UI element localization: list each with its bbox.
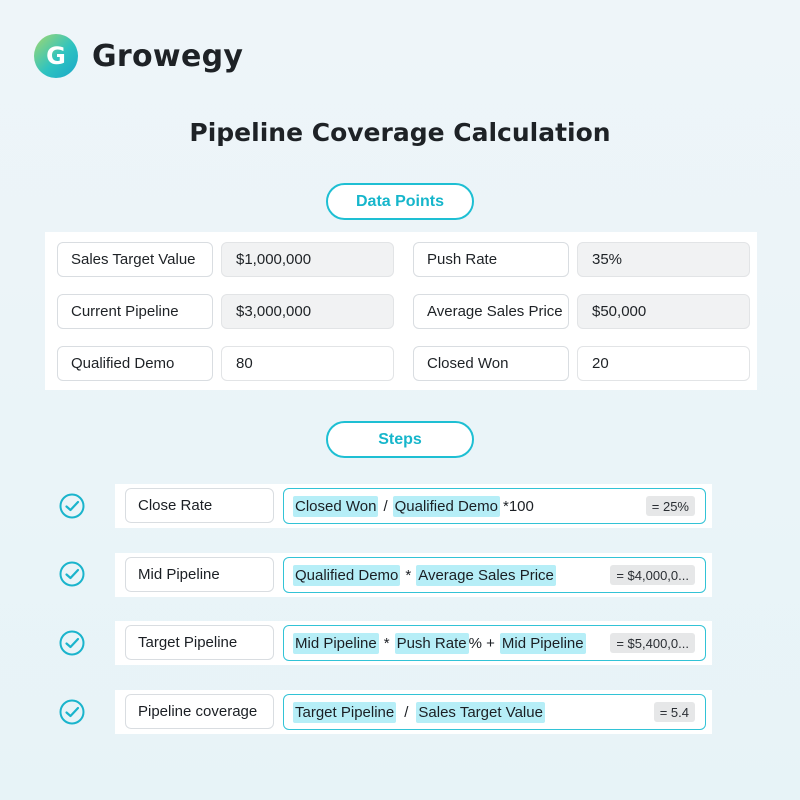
step-label: Target Pipeline — [125, 625, 274, 660]
formula-operator: / — [383, 497, 388, 515]
formula-token[interactable]: Average Sales Price — [418, 566, 554, 584]
step-label: Pipeline coverage — [125, 694, 274, 729]
qualified-demo-field[interactable]: 80 — [221, 346, 394, 381]
qualified-demo-label: Qualified Demo — [57, 346, 213, 381]
formula-operator: / — [404, 703, 409, 721]
sales-target-field[interactable]: $1,000,000 — [221, 242, 394, 277]
formula-result: = 5.4 — [654, 702, 695, 722]
step-label: Mid Pipeline — [125, 557, 274, 592]
step-close-rate — [115, 484, 712, 528]
average-sales-price-label: Average Sales Price — [413, 294, 569, 329]
closed-won-label: Closed Won — [413, 346, 569, 381]
formula-field[interactable] — [283, 488, 706, 524]
formula-field[interactable] — [283, 625, 706, 661]
data-points-panel — [45, 232, 757, 390]
average-sales-price-field[interactable]: $50,000 — [577, 294, 750, 329]
step-target-pipeline — [115, 621, 712, 665]
formula-token[interactable]: Sales Target Value — [418, 703, 543, 721]
step-mid-pipeline — [115, 553, 712, 597]
formula-operator: * — [383, 634, 390, 652]
formula-field[interactable] — [283, 557, 706, 593]
closed-won-field[interactable]: 20 — [577, 346, 750, 381]
formula-operator: *100 — [503, 497, 534, 515]
push-rate-field[interactable]: 35% — [577, 242, 750, 277]
formula-token[interactable]: Push Rate — [396, 634, 467, 652]
formula-result: = $4,000,0... — [610, 565, 695, 585]
formula-token[interactable]: Mid Pipeline — [295, 634, 377, 652]
growegy-logo: G — [34, 34, 78, 78]
steps-heading: Steps — [326, 421, 474, 458]
brand-name: Growegy — [92, 38, 244, 74]
check-circle-icon — [59, 561, 85, 587]
formula-token[interactable]: Closed Won — [295, 497, 377, 515]
formula-result: = 25% — [646, 496, 695, 516]
push-rate-label: Push Rate — [413, 242, 569, 277]
formula-token[interactable]: Mid Pipeline — [501, 634, 584, 652]
formula-result: = $5,400,0... — [610, 633, 695, 653]
formula-token[interactable]: Qualified Demo — [295, 566, 399, 584]
current-pipeline-label: Current Pipeline — [57, 294, 213, 329]
formula-token[interactable]: Target Pipeline — [295, 703, 395, 721]
formula-field[interactable] — [283, 694, 706, 730]
formula-operator: % + — [468, 634, 495, 652]
formula-operator: * — [405, 566, 412, 584]
check-circle-icon — [59, 699, 85, 725]
check-circle-icon — [59, 493, 85, 519]
sales-target-label: Sales Target Value — [57, 242, 213, 277]
step-label: Close Rate — [125, 488, 274, 523]
page-title: Pipeline Coverage Calculation — [189, 118, 611, 147]
current-pipeline-field[interactable]: $3,000,000 — [221, 294, 394, 329]
data-points-heading: Data Points — [326, 183, 474, 220]
check-circle-icon — [59, 630, 85, 656]
step-pipeline-coverage — [115, 690, 712, 734]
formula-token[interactable]: Qualified Demo — [394, 497, 498, 515]
brand — [34, 34, 243, 78]
